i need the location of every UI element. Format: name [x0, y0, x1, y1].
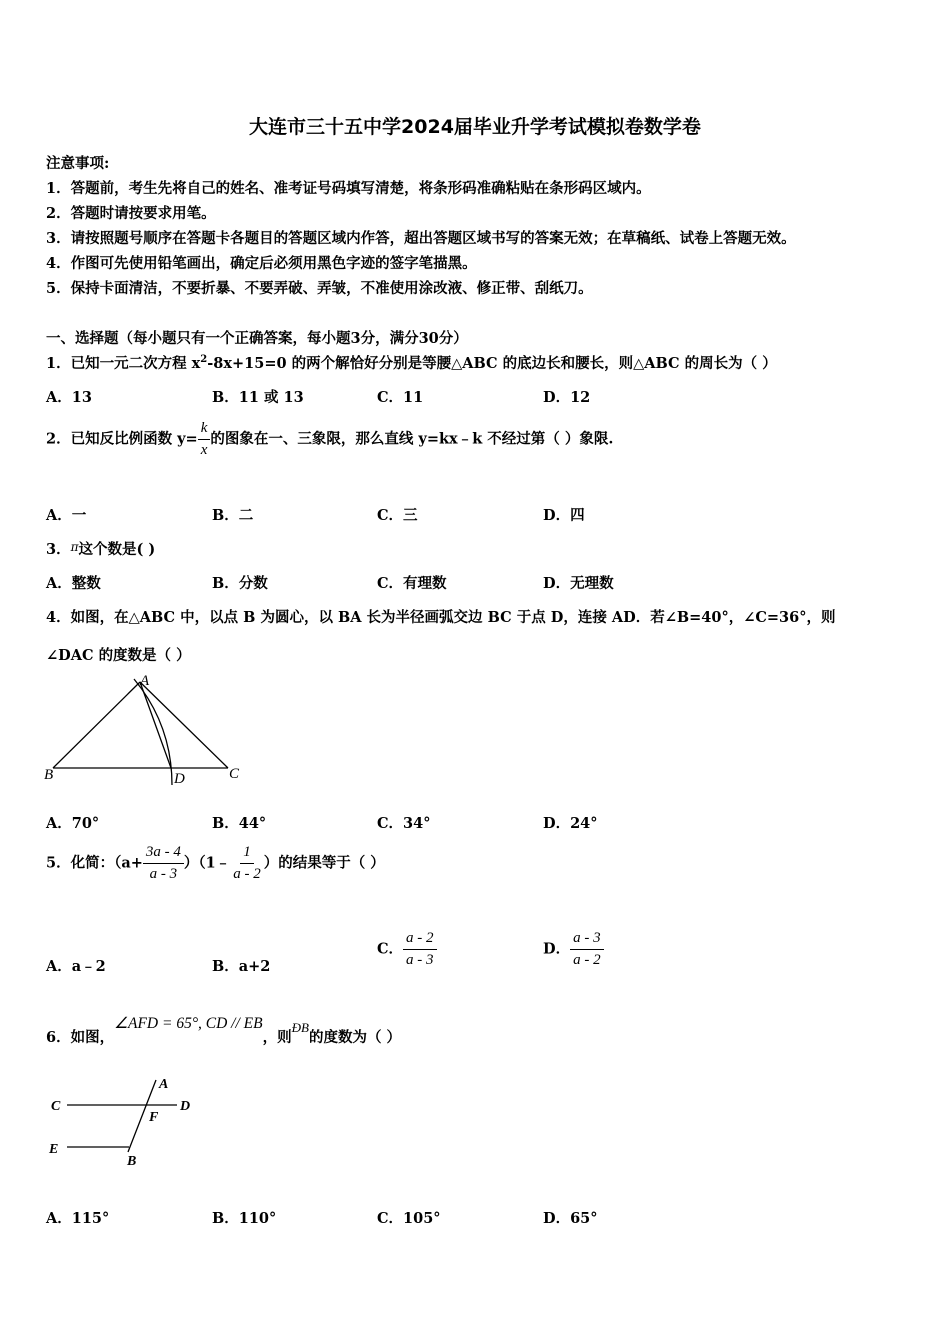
notice-item-3: 3．请按照题号顺序在答题卡各题目的答题区域内作答，超出答题区域书写的答案无效；在草稿纸、试卷上答题无效。: [46, 230, 796, 247]
q1-option-c: C．11: [377, 389, 424, 406]
q3-option-a: A．整数: [46, 575, 101, 592]
q2-fraction-num: k: [198, 420, 211, 440]
label-b: B: [127, 1154, 137, 1169]
q5-fraction-2-num: 1: [240, 844, 254, 864]
q5-fraction-1: [143, 844, 184, 883]
notice-item-1: 1．答题前，考生先将自己的姓名、准考证号码填写清楚，将条形码准确粘贴在条形码区域内。: [46, 180, 651, 197]
q3-option-d: D．无理数: [543, 575, 614, 592]
q6-text-pre: 6．如图，: [46, 1029, 115, 1046]
page-title: 大连市三十五中学2024届毕业升学考试模拟卷数学卷: [249, 116, 701, 138]
q5-option-d-num: a - 3: [570, 930, 604, 950]
q2-option-a: A．一: [46, 507, 87, 524]
q5-option-a: A．a﹣2: [46, 958, 106, 975]
q2-option-d: D．四: [543, 507, 585, 524]
label-c: C: [229, 766, 240, 782]
q6-math: ∠AFD = 65°, CD // EB: [114, 1015, 263, 1032]
section-heading: 一、选择题（每小题只有一个正确答案，每小题3分，满分30分）: [46, 330, 468, 347]
q5-option-c-fraction: [403, 930, 437, 969]
label-c: C: [51, 1099, 61, 1114]
q5-option-b: B．a+2: [212, 958, 271, 975]
question-1: [46, 352, 777, 373]
q1-option-b: B．11 或 13: [212, 389, 304, 406]
triangle-figure: [40, 670, 250, 790]
q5-fraction-1-den: a - 3: [149, 866, 178, 882]
q5-fraction-2-den: a - 2: [233, 866, 261, 882]
label-d: D: [180, 1099, 191, 1114]
q1-text-post: -8x+15=0 的两个解恰好分别是等腰△ABC 的底边长和腰长，则△ABC 的周长为（ ）: [207, 355, 777, 372]
q1-option-a: A．13: [46, 389, 92, 406]
q5-option-c-label: C．: [377, 940, 404, 958]
q5-option-c-den: a - 3: [406, 952, 434, 968]
q2-text-post: 的图象在一、三象限，那么直线 y=kx﹣k 不经过第（ ）象限.: [210, 430, 614, 448]
q5-text-pre: 5．化简：（a+: [46, 854, 143, 872]
q3-option-b: B．分数: [212, 575, 268, 592]
q2-text-pre: 2．已知反比例函数 y=: [46, 430, 198, 448]
q6-option-a: A．115°: [46, 1210, 110, 1227]
q4-option-c: C．34°: [377, 815, 431, 832]
q2-fraction: [198, 420, 211, 459]
q5-option-d: [543, 930, 604, 969]
notice-heading: 注意事项:: [46, 155, 110, 172]
q3-option-c: C．有理数: [377, 575, 447, 592]
q3-text-pre: 3．: [46, 541, 71, 558]
question-3: [46, 538, 155, 559]
q5-text-post: ）的结果等于（ ）: [263, 854, 385, 872]
notice-item-2: 2．答题时请按要求用笔。: [46, 205, 216, 222]
label-a: A: [159, 1077, 169, 1092]
q5-option-c-num: a - 2: [403, 930, 437, 950]
notice-item-5: 5．保持卡面清洁，不要折暴、不要弄破、弄皱，不准使用涂改液、修正带、刮纸刀。: [46, 280, 593, 297]
q6-text-mid: ，则: [262, 1029, 292, 1046]
q4-option-d: D．24°: [543, 815, 598, 832]
q5-fraction-1-num: 3a - 4: [143, 844, 184, 864]
label-f: F: [149, 1110, 159, 1125]
q1-superscript: 2: [200, 354, 208, 366]
q1-text-pre: 1．已知一元二次方程 x: [46, 355, 201, 372]
q5-fraction-2: [230, 844, 264, 883]
q6-option-c: C．105°: [377, 1210, 441, 1227]
pi-symbol: π: [70, 540, 79, 554]
q5-option-d-fraction: [570, 930, 604, 969]
q4-text-line1: 4．如图，在△ABC 中，以点 B 为圆心，以 BA 长为半径画弧交边 BC 于点 D，连接 AD．若∠B=40°，∠C=36°，则: [46, 609, 836, 626]
parallel-lines-figure: [45, 1072, 205, 1172]
q3-text-post: 这个数是( ): [78, 541, 156, 558]
question-5: [46, 844, 385, 883]
label-a: A: [140, 673, 150, 689]
q6-option-b: B．110°: [212, 1210, 277, 1227]
q6-option-d: D．65°: [543, 1210, 598, 1227]
q2-option-c: C．三: [377, 507, 418, 524]
q5-option-d-den: a - 2: [573, 952, 601, 968]
q4-option-a: A．70°: [46, 815, 100, 832]
q5-option-d-label: D．: [543, 940, 571, 958]
q5-text-mid: ）（1﹣: [183, 854, 231, 872]
label-e: E: [49, 1142, 59, 1157]
q1-option-d: D．12: [543, 389, 591, 406]
question-6: [46, 1014, 401, 1047]
notice-item-4: 4．作图可先使用铅笔画出，确定后必须用黑色字迹的签字笔描黑。: [46, 255, 477, 272]
label-b: B: [44, 767, 54, 783]
q4-text-line2: ∠DAC 的度数是（ ）: [46, 647, 191, 664]
question-2: [46, 420, 613, 459]
q5-option-c: [377, 930, 437, 969]
label-d: D: [174, 771, 185, 787]
q6-text-post: 的度数为（ ）: [308, 1029, 402, 1046]
angle-b-symbol: ÐB: [291, 1020, 309, 1035]
q2-option-b: B．二: [212, 507, 254, 524]
q4-option-b: B．44°: [212, 815, 267, 832]
q2-fraction-den: x: [200, 442, 208, 458]
